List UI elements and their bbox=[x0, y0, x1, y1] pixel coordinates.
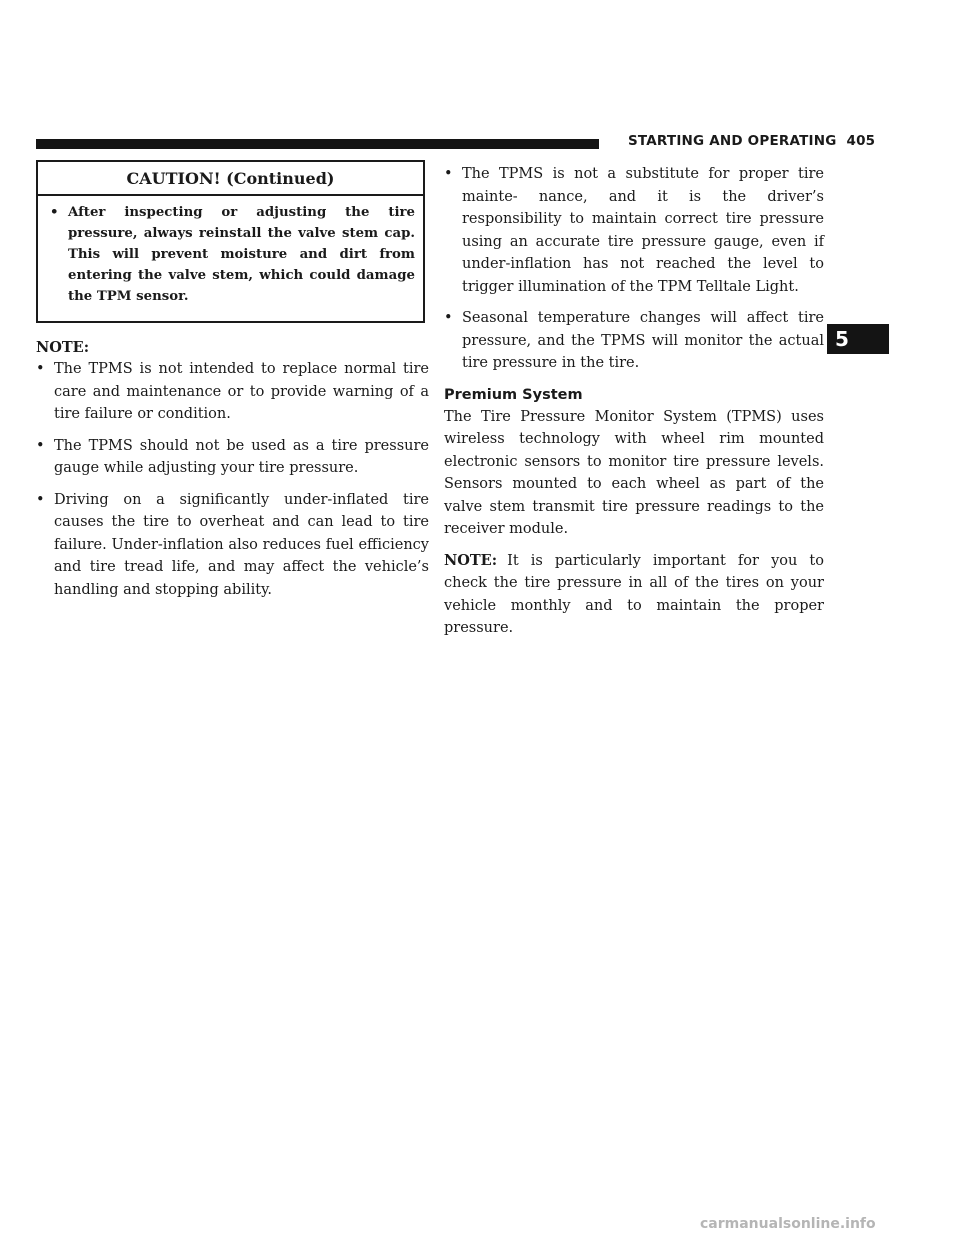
note-label: NOTE: bbox=[444, 551, 498, 569]
bullet-icon: • bbox=[444, 166, 453, 182]
bullet-icon: • bbox=[36, 437, 45, 454]
left-column bbox=[36, 160, 429, 610]
caution-title: CAUTION! (Continued) bbox=[38, 162, 423, 196]
section-heading: Premium System bbox=[444, 386, 583, 403]
bullet-icon: • bbox=[50, 205, 59, 220]
list-item bbox=[36, 358, 429, 426]
list-item-text: The TPMS is not intended to replace normal tire care and maintenance or to provide warning of a tire failure or condition. bbox=[54, 361, 429, 422]
list-item bbox=[444, 163, 824, 298]
bullet-icon: • bbox=[444, 310, 453, 326]
list-item bbox=[444, 307, 824, 375]
footer-watermark: carmanualsonline.info bbox=[700, 1216, 876, 1232]
list-item bbox=[36, 489, 429, 602]
section-tab: 5 bbox=[827, 324, 889, 354]
note-text: It is particularly important for you to check the tire pressure in all of the tires on your vehicle monthly and to maintain the proper pressure. bbox=[444, 552, 824, 636]
list-item-text: The TPMS should not be used as a tire pressure gauge while adjusting your tire pressure. bbox=[54, 437, 429, 476]
list-item-text: Driving on a significantly under-inflated tire causes the tire to overheat and can lead to tire failure. Under-inflation also reduces fuel efficiency and tire tread life, and may affect the vehicle’s handling and stopping ability. bbox=[54, 491, 429, 598]
caution-item-text: After inspecting or adjusting the tire pressure, always reinstall the valve stem cap. This will prevent moisture and dirt from entering the valve stem, which could damage the TPM sensor. bbox=[68, 205, 415, 304]
list-item-text: The TPMS is not a substitute for proper tire mainte- nance, and it is the driver’s responsibility to maintain correct tire pressure using an accurate tire pressure gauge, even if under-inflation has not reached the level to trigger illumination of the TPM Telltale Light. bbox=[462, 166, 824, 295]
bullet-icon: • bbox=[36, 361, 45, 377]
list-item-text: Seasonal temperature changes will affect tire pressure, and the TPMS will monitor the actual tire pressure in the tire. bbox=[462, 310, 824, 371]
list-item bbox=[36, 435, 429, 480]
note-label: NOTE: bbox=[36, 339, 90, 356]
right-column bbox=[444, 163, 824, 649]
chapter-title: STARTING AND OPERATING bbox=[628, 133, 837, 149]
page-number: 405 bbox=[846, 133, 876, 149]
caution-box bbox=[36, 160, 425, 323]
page-header bbox=[0, 0, 960, 150]
caution-item bbox=[38, 196, 423, 307]
running-header bbox=[628, 133, 875, 149]
bullet-icon: • bbox=[36, 491, 45, 508]
note-paragraph bbox=[444, 550, 824, 640]
body-paragraph: The Tire Pressure Monitor System (TPMS) uses wireless technology with wheel rim mounted electronic sensors to monitor tire pressure levels. Sensors mounted to each wheel as part of the valve stem transmit tire pressure readings to the receiver module. bbox=[444, 408, 824, 537]
header-rule bbox=[36, 139, 599, 149]
